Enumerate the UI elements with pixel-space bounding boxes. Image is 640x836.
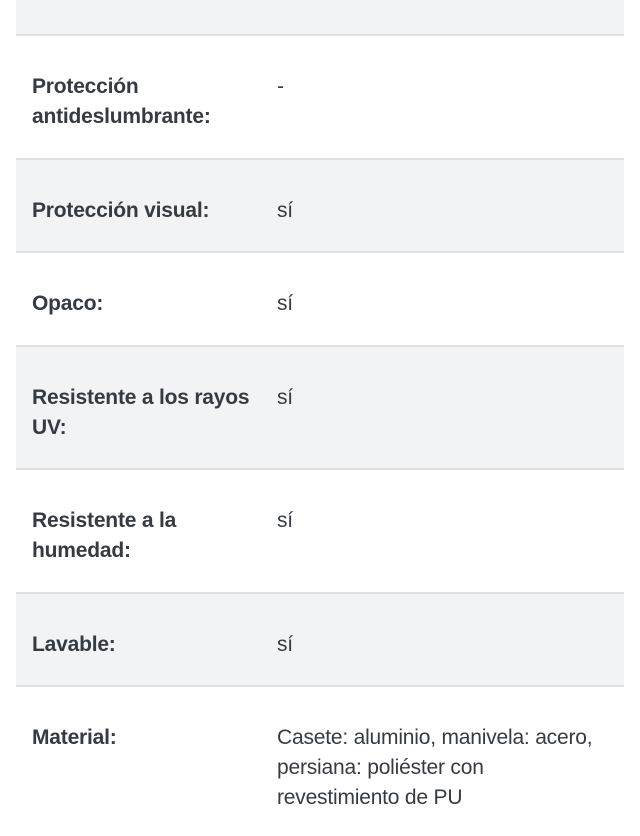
spec-value: sí xyxy=(277,292,293,315)
spec-row-privacy xyxy=(16,160,624,253)
spec-label: Resistente a la humedad: xyxy=(32,509,177,562)
spec-label: Resistente a los rayos UV: xyxy=(32,386,250,439)
spec-value: Casete: aluminio, manivela: acero, persiana: poliéster con revestimiento de PU xyxy=(277,726,593,809)
spec-label: Opaco: xyxy=(32,292,104,315)
spec-row-opaque xyxy=(16,253,624,347)
spec-row-moisture-resistant xyxy=(16,470,624,594)
spec-value: sí xyxy=(277,633,293,656)
spec-row-washable xyxy=(16,594,624,687)
spec-row-uv-resistant xyxy=(16,347,624,470)
product-specifications-table xyxy=(16,0,624,836)
spec-value: sí xyxy=(277,386,293,409)
spec-label: Material: xyxy=(32,726,117,749)
spec-label: Protección antideslumbrante: xyxy=(32,75,211,128)
spec-label: Lavable: xyxy=(32,633,116,656)
spec-value: sí xyxy=(277,199,293,222)
spec-label: Protección visual: xyxy=(32,199,210,222)
spec-row-material xyxy=(16,687,624,836)
spec-value: sí xyxy=(277,509,293,532)
spec-value: - xyxy=(277,75,284,98)
spec-row-partial xyxy=(16,0,624,36)
spec-row-anti-glare xyxy=(16,36,624,160)
